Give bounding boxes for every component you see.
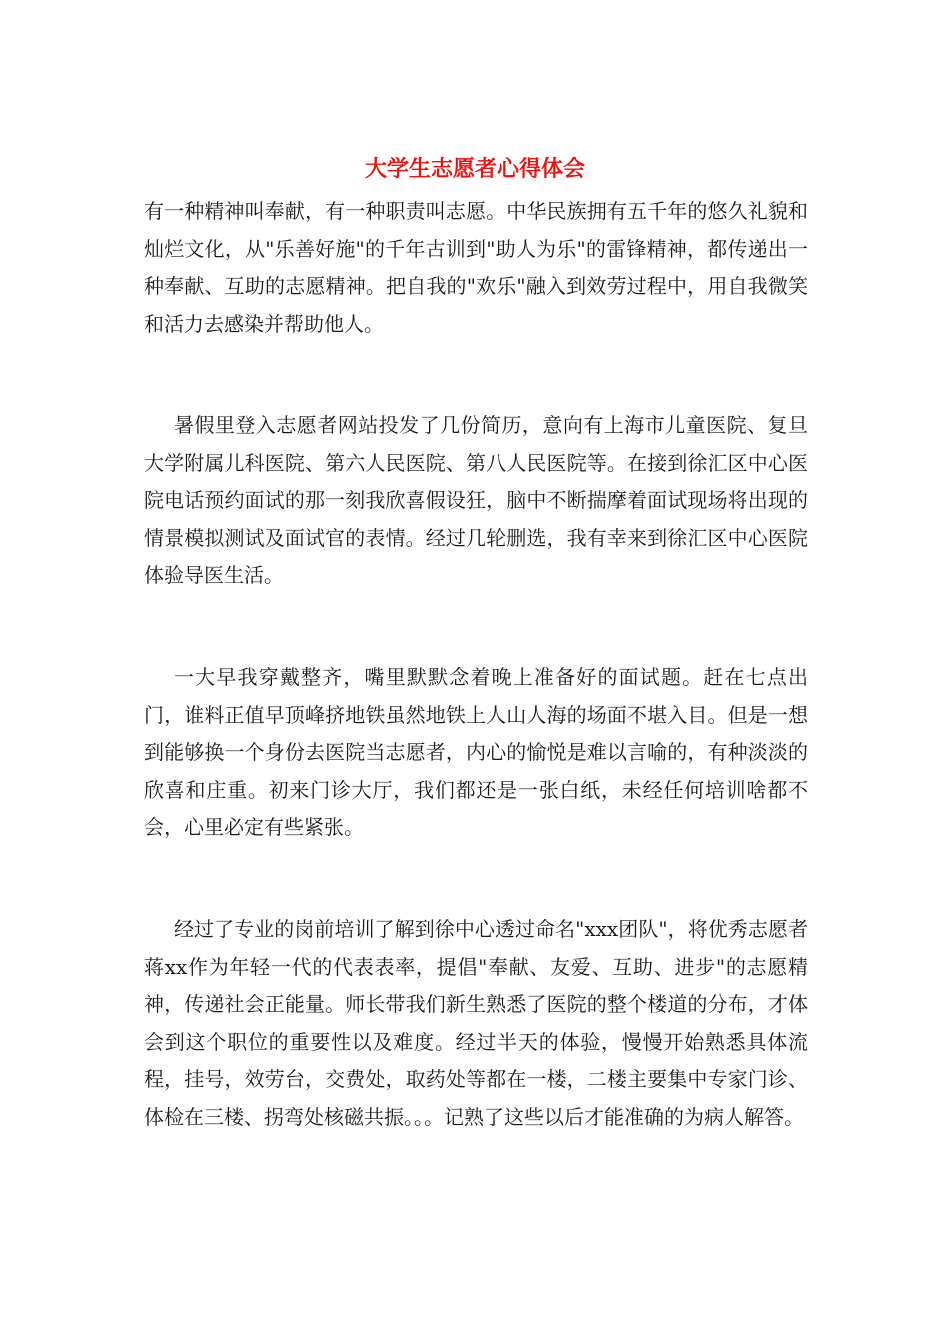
paragraph-2: 暑假里登入志愿者网站投发了几份简历，意向有上海市儿童医院、复旦大学附属儿科医院、第六人民医院、第八人民医院等。在接到徐汇区中心医院电话预约面试的那一刻我欣喜假设狂，脑中不断揣摩着面试现场将出现的情景模拟测试及面试官的表情。经过几轮删选，我有幸来到徐汇区中心医院体验导医生活。 [144, 413, 808, 587]
paragraph-4: 经过了专业的岗前培训了解到徐中心透过命名"xxx团队"，将优秀志愿者蒋xx作为年轻一代的代表表率，提倡"奉献、友爱、互助、进步"的志愿精神，传递社会正能量。师长带我们新生熟悉了医院的整个楼道的分布，才体会到这个职位的重要性以及难度。经过半天的体验，慢慢开始熟悉具体流程，挂号，效劳台，交费处，取药处等都在一楼，二楼主要集中专家门诊、体检在三楼、拐弯处核磁共振。。。记熟了这些以后才能准确的为病人解答。 [144, 917, 808, 1129]
paragraph-1: 有一种精神叫奉献，有一种职责叫志愿。中华民族拥有五千年的悠久礼貌和灿烂文化，从"乐善好施"的千年古训到"助人为乐"的雷锋精神，都传递出一种奉献、互助的志愿精神。把自我的"欢乐"融入到效劳过程中，用自我微笑和活力去感染并帮助他人。 [144, 199, 808, 336]
document-title: 大学生志愿者心得体会 [364, 156, 585, 182]
paragraph-3: 一大早我穿戴整齐，嘴里默默念着晚上准备好的面试题。赶在七点出门，谁料正值早顶峰挤地铁虽然地铁上人山人海的场面不堪入目。但是一想到能够换一个身份去医院当志愿者，内心的愉悦是难以言喻的，有种淡淡的欣喜和庄重。初来门诊大厅，我们都还是一张白纸，未经任何培训啥都不会，心里必定有些紧张。 [144, 665, 808, 839]
